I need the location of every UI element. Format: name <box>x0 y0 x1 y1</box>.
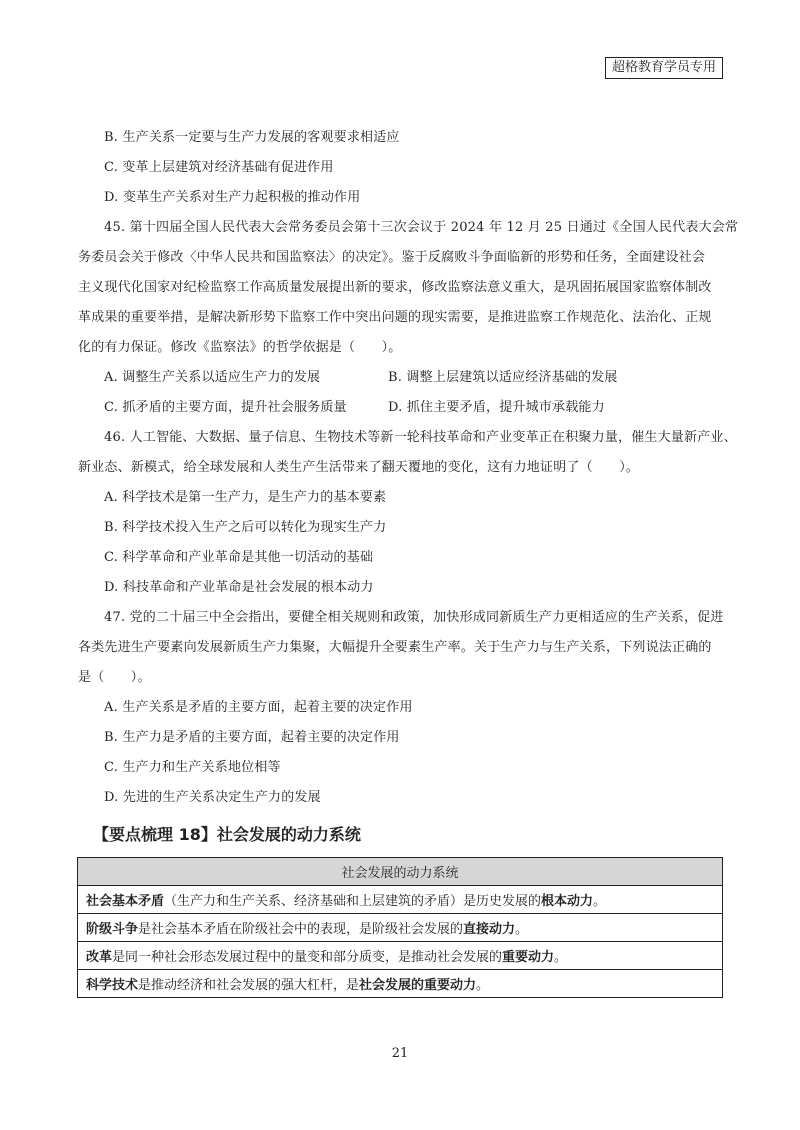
desc: （生产力和生产关系、经济基础和上层建筑的矛盾）是历史发展的 <box>164 894 542 909</box>
q47-option-c: C. 生产力和生产关系地位相等 <box>104 760 281 775</box>
q45-stem-line-3: 主义现代化国家对纪检监察工作高质量发展提出新的要求，修改监察法意义重大，是巩固拓展国家监察体制改 <box>78 280 712 295</box>
desc: 是推动经济和社会发展的强大杠杆，是 <box>138 978 360 993</box>
q45-option-a: A. 调整生产关系以适应生产力的发展 <box>104 370 321 385</box>
table-header: 社会发展的动力系统 <box>78 858 723 886</box>
term: 科学技术 <box>86 978 139 993</box>
q44-option-c: C. 变革上层建筑对经济基础有促进作用 <box>104 160 334 175</box>
q45-option-c: C. 抓矛盾的主要方面，提升社会服务质量 <box>104 400 347 415</box>
q47-stem-line-3: 是（ ）。 <box>78 670 151 685</box>
q45-stem-line-2: 务委员会关于修改〈中华人民共和国监察法〉的决定》。鉴于反腐败斗争面临新的形势和任务，全面建设社会 <box>78 250 706 265</box>
desc: 是社会基本矛盾在阶级社会中的表现，是阶级社会发展的 <box>138 922 464 937</box>
table-row <box>78 886 723 914</box>
table-row <box>78 914 723 942</box>
q45-option-d: D. 抓住主要矛盾，提升城市承载能力 <box>388 400 605 415</box>
q46-option-d: D. 科技革命和产业革命是社会发展的根本动力 <box>104 580 374 595</box>
q46-option-b: B. 科学技术投入生产之后可以转化为现实生产力 <box>104 520 387 535</box>
term: 阶级斗争 <box>86 922 139 937</box>
q44-option-b: B. 生产关系一定要与生产力发展的客观要求相适应 <box>104 130 400 145</box>
q46-stem-line-1: 46. 人工智能、大数据、量子信息、生物技术等新一轮科技革命和产业变革正在积聚力量，催生大量新产业、 <box>104 430 737 445</box>
q47-stem-line-2: 各类先进生产要素向发展新质生产力集聚，大幅提升全要素生产率。关于生产力与生产关系，下列说法正确的 <box>78 640 712 655</box>
term: 改革 <box>86 950 113 965</box>
table-header-row <box>78 858 723 886</box>
key-term: 社会发展的重要动力 <box>359 978 477 993</box>
summary-table <box>77 857 723 998</box>
table-row <box>78 970 723 998</box>
table-row <box>78 942 723 970</box>
end-mark: 。 <box>554 950 568 965</box>
section-title: 【要点梳理 18】社会发展的动力系统 <box>93 825 361 844</box>
q45-stem-line-4: 革成果的重要举措，是解决新形势下监察工作中突出问题的现实需要，是推进监察工作规范化、法治化、正规 <box>78 310 712 325</box>
q45-option-b: B. 调整上层建筑以适应经济基础的发展 <box>388 370 618 385</box>
q46-option-c: C. 科学革命和产业革命是其他一切活动的基础 <box>104 550 374 565</box>
end-mark: 。 <box>515 922 529 937</box>
table-cell <box>78 970 723 998</box>
end-mark: 。 <box>476 978 490 993</box>
page-number: 21 <box>391 1046 409 1061</box>
key-term: 直接动力 <box>463 922 516 937</box>
q47-option-a: A. 生产关系是矛盾的主要方面，起着主要的决定作用 <box>104 700 413 715</box>
q47-stem-line-1: 47. 党的二十届三中全会指出，要健全相关规则和政策，加快形成同新质生产力更相适应的生产关系，促进 <box>104 610 724 625</box>
q46-stem-line-2: 新业态、新模式，给全球发展和人类生产生活带来了翻天覆地的变化，这有力地证明了（ ）。 <box>78 460 640 475</box>
table-cell <box>78 914 723 942</box>
q46-option-a: A. 科学技术是第一生产力，是生产力的基本要素 <box>104 490 387 505</box>
term: 社会基本矛盾 <box>86 894 165 909</box>
desc: 是同一种社会形态发展过程中的量变和部分质变，是推动社会发展的 <box>112 950 503 965</box>
brand-label: 超格教育学员专用 <box>605 57 723 79</box>
q44-option-d: D. 变革生产关系对生产力起积极的推动作用 <box>104 190 361 205</box>
end-mark: 。 <box>593 894 607 909</box>
key-term: 根本动力 <box>541 894 594 909</box>
table-cell <box>78 942 723 970</box>
q45-stem-line-1: 45. 第十四届全国人民代表大会常务委员会第十三次会议于 2024 年 12 月 25 日通过《全国人民代表大会常 <box>104 220 739 235</box>
table-cell <box>78 886 723 914</box>
q47-option-b: B. 生产力是矛盾的主要方面，起着主要的决定作用 <box>104 730 400 745</box>
key-term: 重要动力 <box>502 950 555 965</box>
q47-option-d: D. 先进的生产关系决定生产力的发展 <box>104 790 321 805</box>
q45-stem-line-5: 化的有力保证。修改《监察法》的哲学依据是（ ）。 <box>78 340 402 355</box>
